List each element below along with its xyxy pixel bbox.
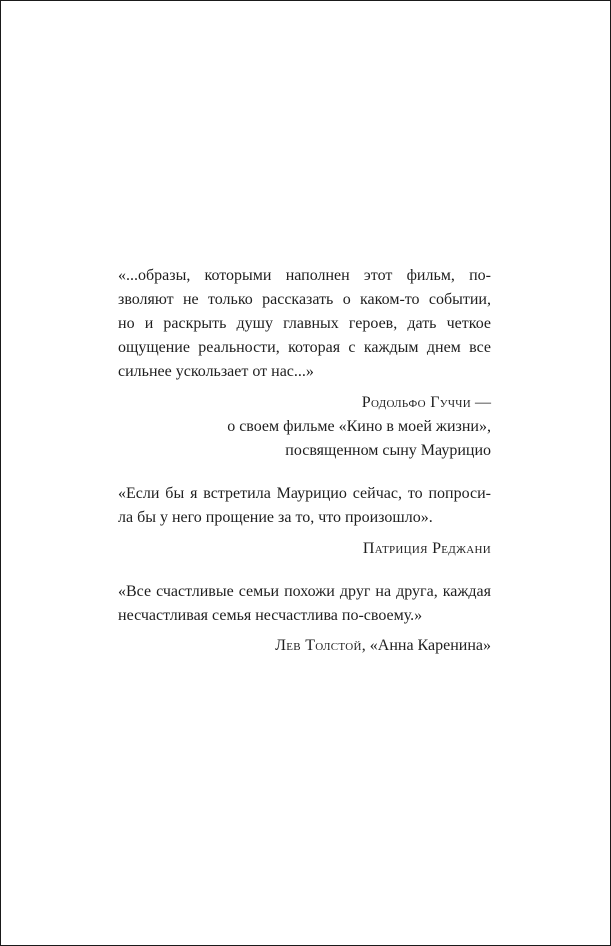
quote-line: сильнее ускользает от нас...» [118, 363, 314, 380]
quote-line: ощущение реальности, которая с каждым днем все [118, 339, 491, 356]
attribution-line: посвященном сыну Маурицио [285, 442, 491, 459]
quote-line: «Если бы я встретила Маурицио сейчас, то попроси- [118, 485, 491, 502]
attribution-line: о своем фильме «Кино в моей жизни», [227, 418, 491, 435]
author-suffix: , «Анна Каренина» [361, 637, 491, 654]
author-suffix: — [471, 394, 491, 411]
quote-line: но и раскрыть душу главных героев, дать четкое [118, 315, 491, 332]
quote-author: Родольфо Гуччи [361, 394, 471, 411]
quote-line: зволяют не только рассказать о каком-то событии, [118, 291, 491, 308]
attribution-author-line [118, 537, 491, 561]
quote-line: несчастливая семья несчастлива по-своему.» [118, 607, 423, 624]
quote-block-reggiani [118, 482, 491, 561]
quote-text [118, 580, 491, 628]
quote-author: Патриция Реджани [362, 540, 491, 557]
quote-line: «Все счастливые семьи похожи друг на друга, каждая [118, 583, 491, 600]
epigraph-section [118, 264, 491, 658]
attribution-author-line [118, 391, 491, 415]
quote-block-gucci [118, 264, 491, 463]
quote-attribution [118, 391, 491, 463]
quote-attribution [118, 537, 491, 561]
quote-line: «...образы, которыми наполнен этот фильм, по- [118, 267, 491, 284]
attribution-author-line [118, 634, 491, 658]
quote-text [118, 482, 491, 530]
quote-line: ла бы у него прощение за то, что произошло». [118, 509, 433, 526]
quote-block-tolstoy [118, 580, 491, 658]
quote-attribution [118, 634, 491, 658]
quote-text [118, 264, 491, 384]
quote-author: Лев Толстой [275, 637, 362, 654]
